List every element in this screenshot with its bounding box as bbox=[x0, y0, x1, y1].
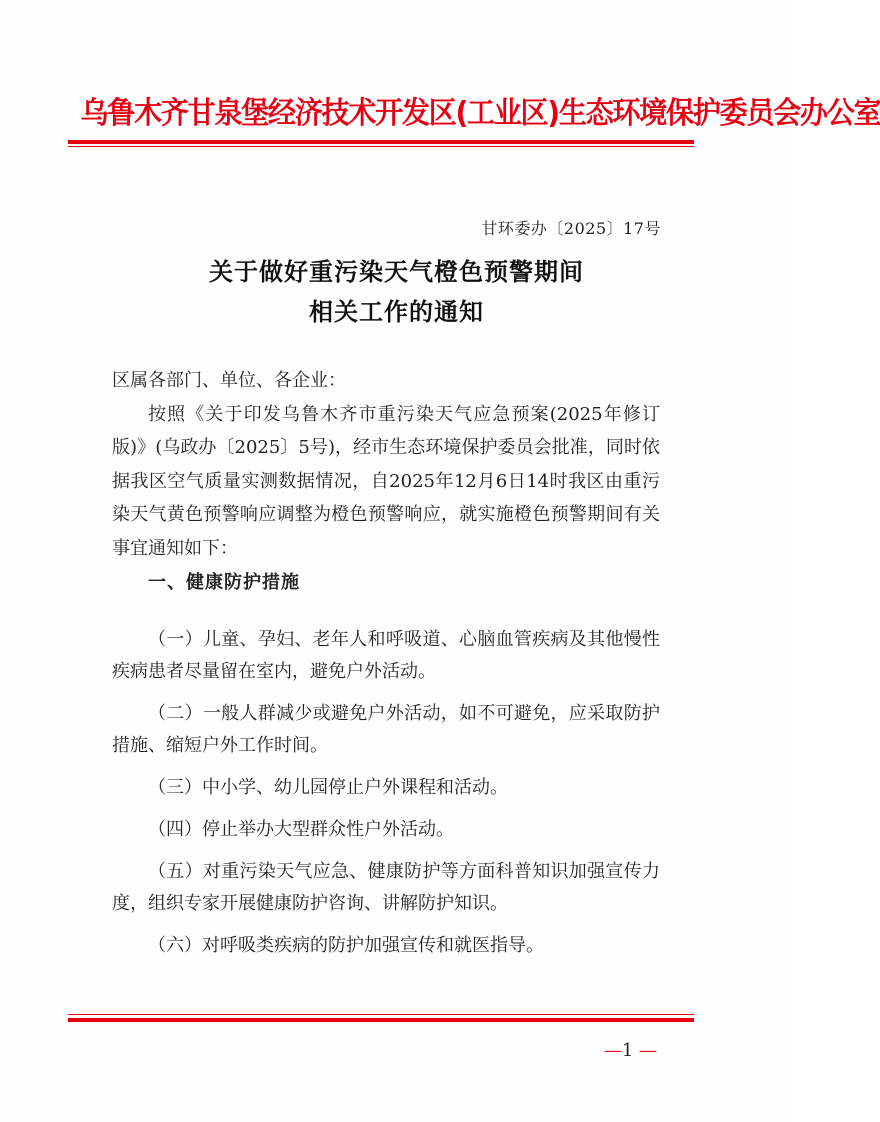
list-item: （一）儿童、孕妇、老年人和呼吸道、心脑血管疾病及其他慢性疾病患者尽量留在室内，避免户外活动。 bbox=[112, 629, 660, 682]
list-item: （五）对重污染天气应急、健康防护等方面科普知识加强宣传力度，组织专家开展健康防护咨询、讲解防护知识。 bbox=[112, 861, 660, 914]
list-item: （三）中小学、幼儿园停止户外课程和活动。 bbox=[148, 777, 508, 798]
page-number bbox=[604, 1040, 657, 1061]
section-heading: 一、健康防护措施 bbox=[148, 571, 300, 593]
document-number: 甘环委办〔2025〕17号 bbox=[481, 219, 661, 238]
page-number-dash-right: — bbox=[639, 1040, 657, 1061]
list-item: （四）停止举办大型群众性户外活动。 bbox=[148, 819, 454, 840]
measures-list bbox=[112, 624, 660, 962]
footer-red-rule-thin bbox=[68, 1014, 694, 1015]
document-title-line-1: 关于做好重污染天气橙色预警期间 bbox=[209, 258, 584, 286]
intro-paragraph: 按照《关于印发乌鲁木齐市重污染天气应急预案(2025年修订版)》(乌政办〔2025〕5号)，经市生态环境保护委员会批准，同时依据我区空气质量实测数据情况，自2025年12月6日14时我区由重污染天气黄色预警响应调整为橙色预警响应，就实施橙色预警期间有关事宜通知如下： bbox=[112, 403, 660, 559]
issuing-organization-header: 乌鲁木齐甘泉堡经济技术开发区(工业区)生态环境保护委员会办公室 bbox=[80, 96, 880, 131]
document-title-line-2: 相关工作的通知 bbox=[309, 298, 484, 326]
list-item: （六）对呼吸类疾病的防护加强宣传和就医指导。 bbox=[148, 935, 544, 956]
footer-red-rule-thick bbox=[68, 1018, 694, 1022]
addressee: 区属各部门、单位、各企业： bbox=[112, 370, 346, 391]
document-body bbox=[112, 364, 660, 599]
page-number-dash-left: — bbox=[603, 1040, 622, 1061]
header-red-rule-thin bbox=[68, 146, 694, 147]
header-red-rule-thick bbox=[68, 140, 694, 144]
list-item: （二）一般人群减少或避免户外活动，如不可避免，应采取防护措施、缩短户外工作时间。 bbox=[112, 703, 660, 756]
page-number-value: 1 bbox=[621, 1040, 634, 1061]
